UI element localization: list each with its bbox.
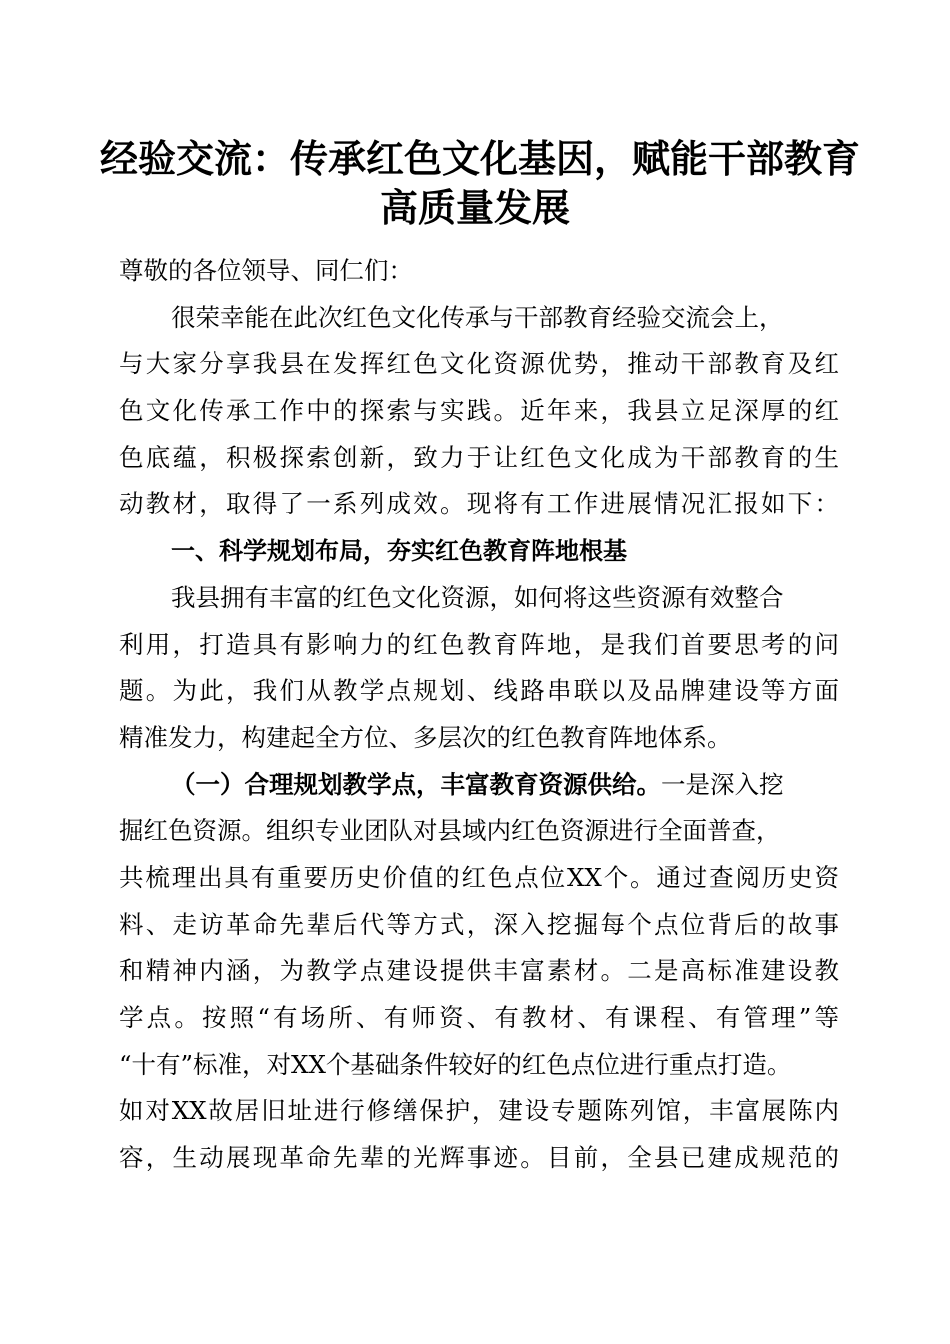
paragraph-line: 和精神内涵，为教学点建设提供丰富素材。二是高标准建设教 <box>119 956 839 986</box>
paragraph-line: 题。为此，我们从教学点规划、线路串联以及品牌建设等方面 <box>119 676 839 706</box>
paragraph-line <box>119 762 839 809</box>
paragraph-line: “十有”标准，对XX个基础条件较好的红色点位进行重点打造。 <box>119 1049 792 1079</box>
subsection-first-line-tail: 一是深入挖 <box>661 769 784 799</box>
document-body <box>119 248 839 1182</box>
paragraph-line: 如对XX故居旧址进行修缮保护，建设专题陈列馆，丰富展陈内 <box>119 1096 839 1126</box>
paragraph-line: 动教材，取得了一系列成效。现将有工作进展情况汇报如下： <box>119 489 839 519</box>
paragraph-line: 与大家分享我县在发挥红色文化资源优势，推动干部教育及红 <box>119 349 839 379</box>
section-heading: 一、科学规划布局，夯实红色教育阵地根基 <box>171 537 627 566</box>
intro-paragraph <box>119 295 839 528</box>
document-title-line-2: 高质量发展 <box>379 185 570 230</box>
subsection-paragraph <box>119 762 839 1182</box>
paragraph-line: 学点。按照“有场所、有师资、有教材、有课程、有管理”等 <box>119 1003 839 1032</box>
section-paragraph <box>119 575 839 762</box>
document-title-line-1: 经验交流：传承红色文化基因，赋能干部教育 <box>100 136 861 181</box>
salutation: 尊敬的各位领导、同仁们： <box>119 256 413 285</box>
paragraph-line: 共梳理出具有重要历史价值的红色点位XX个。通过查阅历史资 <box>119 862 839 892</box>
paragraph-line: 掘红色资源。组织专业团队对县域内红色资源进行全面普查， <box>119 816 781 846</box>
subsection-heading: （一）合理规划教学点，丰富教育资源供给。 <box>171 769 661 799</box>
paragraph-line: 料、走访革命先辈后代等方式，深入挖掘每个点位背后的故事 <box>119 909 839 939</box>
paragraph-line: 容，生动展现革命先辈的光辉事迹。目前，全县已建成规范的 <box>119 1143 839 1173</box>
paragraph-line: 利用，打造具有影响力的红色教育阵地，是我们首要思考的问 <box>119 629 839 659</box>
paragraph-line: 我县拥有丰富的红色文化资源，如何将这些资源有效整合 <box>171 582 784 612</box>
paragraph-line: 很荣幸能在此次红色文化传承与干部教育经验交流会上， <box>171 302 784 332</box>
paragraph-line: 精准发力，构建起全方位、多层次的红色教育阵地体系。 <box>119 722 732 752</box>
paragraph-line: 色文化传承工作中的探索与实践。近年来，我县立足深厚的红 <box>119 396 839 426</box>
paragraph-line: 色底蕴，积极探索创新，致力于让红色文化成为干部教育的生 <box>119 442 839 472</box>
